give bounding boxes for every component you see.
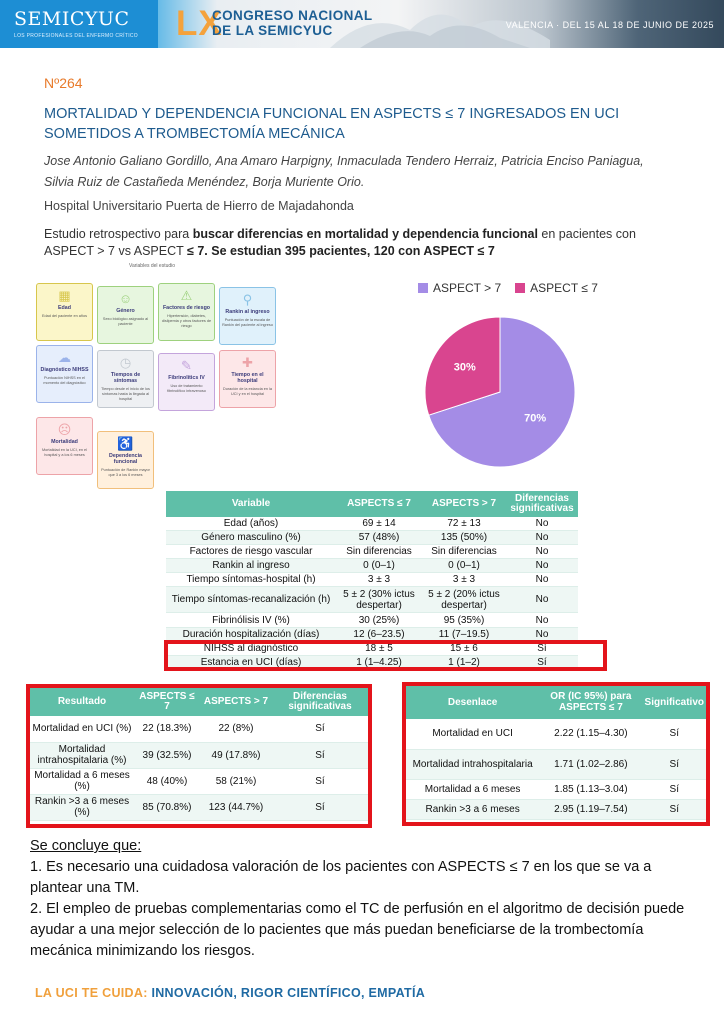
table-row bbox=[166, 613, 578, 628]
variable-card-desc: Tiempo desde el inicio de los síntomas hasta la llegada al hospital bbox=[101, 387, 150, 401]
variable-card-desc: Hipertensión, diabetes, dislipemia y otros factores de riesgo bbox=[161, 314, 212, 328]
variable-card bbox=[97, 350, 154, 408]
variable-card-title: Factores de riesgo bbox=[162, 305, 211, 311]
table-cell: 0 (0–1) bbox=[422, 559, 506, 573]
header-banner bbox=[0, 0, 724, 48]
table-cell: Mortalidad a 6 meses bbox=[406, 779, 539, 799]
table-row bbox=[166, 545, 578, 559]
event-date: VALENCIA · DEL 15 AL 18 DE JUNIO DE 2025 bbox=[505, 20, 714, 30]
table-cell: 11 (7–19.5) bbox=[422, 628, 506, 642]
variable-card bbox=[158, 283, 215, 341]
table-cell: Duración hospitalización (días) bbox=[166, 628, 336, 642]
clock-icon: ◷ bbox=[119, 355, 132, 370]
conclusions bbox=[30, 836, 690, 962]
wheelchair-icon: ♿ bbox=[117, 436, 134, 451]
table-cell: Sí bbox=[506, 642, 578, 656]
highlight-box bbox=[402, 682, 710, 826]
congress-number: LX bbox=[176, 4, 223, 43]
table-cell: NIHSS al diagnóstico bbox=[166, 642, 336, 656]
table-cell: 69 ± 14 bbox=[336, 517, 422, 531]
table-cell: 12 (6–23.5) bbox=[336, 628, 422, 642]
variable-card bbox=[97, 286, 154, 344]
congress-name: CONGRESO NACIONAL DE LA SEMICYUC bbox=[212, 8, 373, 38]
table-cell: 39 (32.5%) bbox=[134, 742, 200, 768]
table-cell: 1 (1–4.25) bbox=[336, 656, 422, 670]
table-cell: Sí bbox=[272, 794, 368, 820]
variable-card-title: Género bbox=[116, 308, 135, 314]
syringe-icon: ✎ bbox=[181, 358, 192, 373]
table-cell: 57 (48%) bbox=[336, 531, 422, 545]
conclusion-item: 1. Es necesario una cuidadosa valoración de los pacientes con ASPECTS ≤ 7 en los que se va a plantear una TM. bbox=[30, 859, 652, 896]
table-cell: Género masculino (%) bbox=[166, 531, 336, 545]
variable-card bbox=[219, 287, 276, 345]
table-cell: 2.95 (1.19–7.54) bbox=[539, 799, 642, 819]
variable-card-title: Fibrinolítics IV bbox=[168, 375, 205, 381]
table-header: ASPECTS > 7 bbox=[422, 491, 506, 517]
variable-card-title: Tiempos de síntomas bbox=[110, 372, 141, 384]
brain-icon: ☁ bbox=[58, 350, 71, 365]
table-header: Significativo bbox=[643, 685, 706, 719]
table-cell: 30 (25%) bbox=[336, 613, 422, 628]
table-cell: Sin diferencias bbox=[336, 545, 422, 559]
person-chart-icon: ⚲ bbox=[242, 292, 253, 307]
variable-card-title: Edad bbox=[58, 305, 71, 311]
variable-card-desc: Mortalidad en la UCI, en el hospital y a los 6 meses bbox=[42, 448, 87, 457]
table-cell: 58 (21%) bbox=[200, 768, 272, 794]
calendar-icon: ▦ bbox=[58, 288, 71, 303]
conclusions-heading: Se concluye que: bbox=[30, 838, 142, 854]
table-cell: No bbox=[506, 573, 578, 587]
table-cell: Mortalidad en UCI (%) bbox=[30, 716, 134, 742]
table-header: Resultado bbox=[30, 688, 134, 716]
authors: Jose Antonio Galiano Gordillo, Ana Amaro Harpigny, Inmaculada Tendero Herraiz, Patricia Enciso Paniagua, Silvia Ruiz de Castañeda Menéndez, Borja Muriente Orio. bbox=[44, 154, 644, 189]
variable-card bbox=[36, 345, 93, 403]
table-header: Desenlace bbox=[406, 685, 539, 719]
table-cell: 85 (70.8%) bbox=[134, 794, 200, 820]
variable-card-title: Dependencia funcional bbox=[109, 453, 142, 465]
table-header: ASPECTS > 7 bbox=[200, 688, 272, 716]
variable-card-title: Tiempo en el hospital bbox=[231, 372, 264, 384]
poster-title: MORTALIDAD Y DEPENDENCIA FUNCIONAL EN ASPECTS ≤ 7 INGRESADOS EN UCI SOMETIDOS A TROMBECTOMÍA MECÁNICA bbox=[44, 106, 620, 142]
table-cell: Sin diferencias bbox=[422, 545, 506, 559]
logo bbox=[0, 0, 158, 48]
table-cell: No bbox=[506, 531, 578, 545]
table-cell: 2.22 (1.15–4.30) bbox=[539, 719, 642, 749]
table-cell: 3 ± 3 bbox=[422, 573, 506, 587]
table-cell: Sí bbox=[506, 656, 578, 670]
table-header: Variable bbox=[166, 491, 336, 517]
table-header: OR (IC 95%) para ASPECTS ≤ 7 bbox=[539, 685, 642, 719]
variable-card bbox=[36, 283, 93, 341]
highlight-box bbox=[26, 684, 372, 828]
variable-card-desc: Edad del paciente en años bbox=[42, 314, 87, 318]
variables-caption: Variables del estudio bbox=[129, 263, 176, 269]
highlight-box bbox=[164, 640, 607, 671]
footer-motto: LA UCI TE CUIDA: INNOVACIÓN, RIGOR CIENTÍFICO, EMPATÍA bbox=[35, 986, 426, 1000]
table-cell: Sí bbox=[643, 799, 706, 819]
hospital-icon: ✚ bbox=[242, 355, 253, 370]
table-row bbox=[166, 587, 578, 613]
table-cell: 5 ± 2 (30% ictus despertar) bbox=[336, 587, 422, 613]
table-cell: Estancia en UCI (días) bbox=[166, 656, 336, 670]
table-cell: 22 (8%) bbox=[200, 716, 272, 742]
table-cell: 3 ± 3 bbox=[336, 573, 422, 587]
table-cell: Sí bbox=[272, 742, 368, 768]
table-cell: Fibrinólisis IV (%) bbox=[166, 613, 336, 628]
variable-card bbox=[158, 353, 215, 411]
table-cell: No bbox=[506, 545, 578, 559]
table-cell: 22 (18.3%) bbox=[134, 716, 200, 742]
table-cell: 1.85 (1.13–3.04) bbox=[539, 779, 642, 799]
variable-card-desc: Puntuación de la escala de Rankin del paciente al ingreso bbox=[222, 318, 273, 327]
table-cell: 18 ± 5 bbox=[336, 642, 422, 656]
table-cell: Tiempo síntomas-hospital (h) bbox=[166, 573, 336, 587]
pie-label: 70% bbox=[524, 412, 547, 425]
table-cell: 1.71 (1.02–2.86) bbox=[539, 749, 642, 779]
table-cell: 48 (40%) bbox=[134, 768, 200, 794]
variable-card-desc: Puntuación NIHSS en el momento del diagnóstico bbox=[43, 376, 86, 385]
table-header: ASPECTS ≤ 7 bbox=[134, 688, 200, 716]
table-cell: 72 ± 13 bbox=[422, 517, 506, 531]
variable-card-desc: Sexo biológico asignado al paciente bbox=[102, 317, 149, 326]
variable-card bbox=[219, 350, 276, 408]
table-row bbox=[166, 517, 578, 531]
variable-card-title: Mortalidad bbox=[51, 439, 78, 445]
table-header: Diferencias significativas bbox=[272, 688, 368, 716]
table-cell: Sí bbox=[643, 779, 706, 799]
table-cell: 123 (44.7%) bbox=[200, 794, 272, 820]
table-cell: Mortalidad a 6 meses (%) bbox=[30, 768, 134, 794]
table-cell: 135 (50%) bbox=[422, 531, 506, 545]
institution: Hospital Universitario Puerta de Hierro de Majadahonda bbox=[44, 199, 354, 213]
variable-card-desc: Uso de tratamiento fibrinolítico intravenoso bbox=[167, 384, 206, 393]
legend-item: ASPECT > 7 bbox=[418, 281, 501, 295]
table-cell: Sí bbox=[272, 716, 368, 742]
table-cell: No bbox=[506, 559, 578, 573]
variable-card bbox=[36, 417, 93, 475]
conclusion-item: 2. El empleo de pruebas complementarias como el TC de perfusión en el algoritmo de decisión puede ayudar a una mejor selección de lo pacientes que más puedan beneficiarse de la trombectomía mecánica minimizando los riesgos. bbox=[30, 901, 685, 959]
table-cell: Rankin >3 a 6 meses (%) bbox=[30, 794, 134, 820]
variable-card-title: Diagnóstico NIHSS bbox=[40, 367, 89, 373]
chart-legend bbox=[418, 281, 598, 295]
table-cell: Rankin al ingreso bbox=[166, 559, 336, 573]
table-cell: 1 (1–2) bbox=[422, 656, 506, 670]
variable-card-desc: Puntuación de Rankin mayor que 3 a los 6 meses bbox=[101, 468, 150, 477]
table-cell: Sí bbox=[643, 749, 706, 779]
table-cell: No bbox=[506, 517, 578, 531]
table-cell: Sí bbox=[272, 768, 368, 794]
table-cell: 15 ± 6 bbox=[422, 642, 506, 656]
table-header: ASPECTS ≤ 7 bbox=[336, 491, 422, 517]
table-cell: Factores de riesgo vascular bbox=[166, 545, 336, 559]
table-cell: Sí bbox=[643, 719, 706, 749]
table-cell: No bbox=[506, 628, 578, 642]
table-cell: Mortalidad intrahospitalaria (%) bbox=[30, 742, 134, 768]
logo-subtitle: LOS PROFESIONALES DEL ENFERMO CRÍTICO bbox=[14, 33, 138, 39]
pie-chart bbox=[420, 312, 580, 472]
pie-label: 30% bbox=[453, 361, 476, 374]
variable-card bbox=[97, 431, 154, 489]
table-cell: 95 (35%) bbox=[422, 613, 506, 628]
logo-text: SEMICYUC bbox=[14, 8, 130, 30]
table-cell: Rankin >3 a 6 meses bbox=[406, 799, 539, 819]
study-description: Estudio retrospectivo para buscar diferencias en mortalidad y dependencia funcional en pacientes con ASPECT > 7 vs ASPECT ≤ 7. Se estudian 395 pacientes, 120 con ASPECT ≤ 7 bbox=[44, 227, 636, 258]
table-cell: Edad (años) bbox=[166, 517, 336, 531]
legend-item: ASPECT ≤ 7 bbox=[515, 281, 598, 295]
variable-card-title: Rankin al ingreso bbox=[225, 309, 270, 315]
table-cell: 49 (17.8%) bbox=[200, 742, 272, 768]
table-cell: No bbox=[506, 613, 578, 628]
table-header: Diferencias significativas bbox=[506, 491, 578, 517]
people-icon: ☺ bbox=[118, 291, 133, 306]
table-row bbox=[166, 531, 578, 545]
table-cell: Tiempo síntomas-recanalización (h) bbox=[166, 587, 336, 613]
skull-icon: ☹ bbox=[57, 422, 72, 437]
table-cell: No bbox=[506, 587, 578, 613]
table-row bbox=[166, 559, 578, 573]
warning-icon: ⚠ bbox=[180, 288, 193, 303]
table-cell: Mortalidad en UCI bbox=[406, 719, 539, 749]
poster-number: Nº264 bbox=[44, 75, 83, 91]
table-cell: 0 (0–1) bbox=[336, 559, 422, 573]
variable-card-desc: Duración de la estancia en la UCI y en el hospital bbox=[223, 387, 272, 396]
table-cell: Mortalidad intrahospitalaria bbox=[406, 749, 539, 779]
table-row bbox=[166, 573, 578, 587]
table-cell: 5 ± 2 (20% ictus despertar) bbox=[422, 587, 506, 613]
